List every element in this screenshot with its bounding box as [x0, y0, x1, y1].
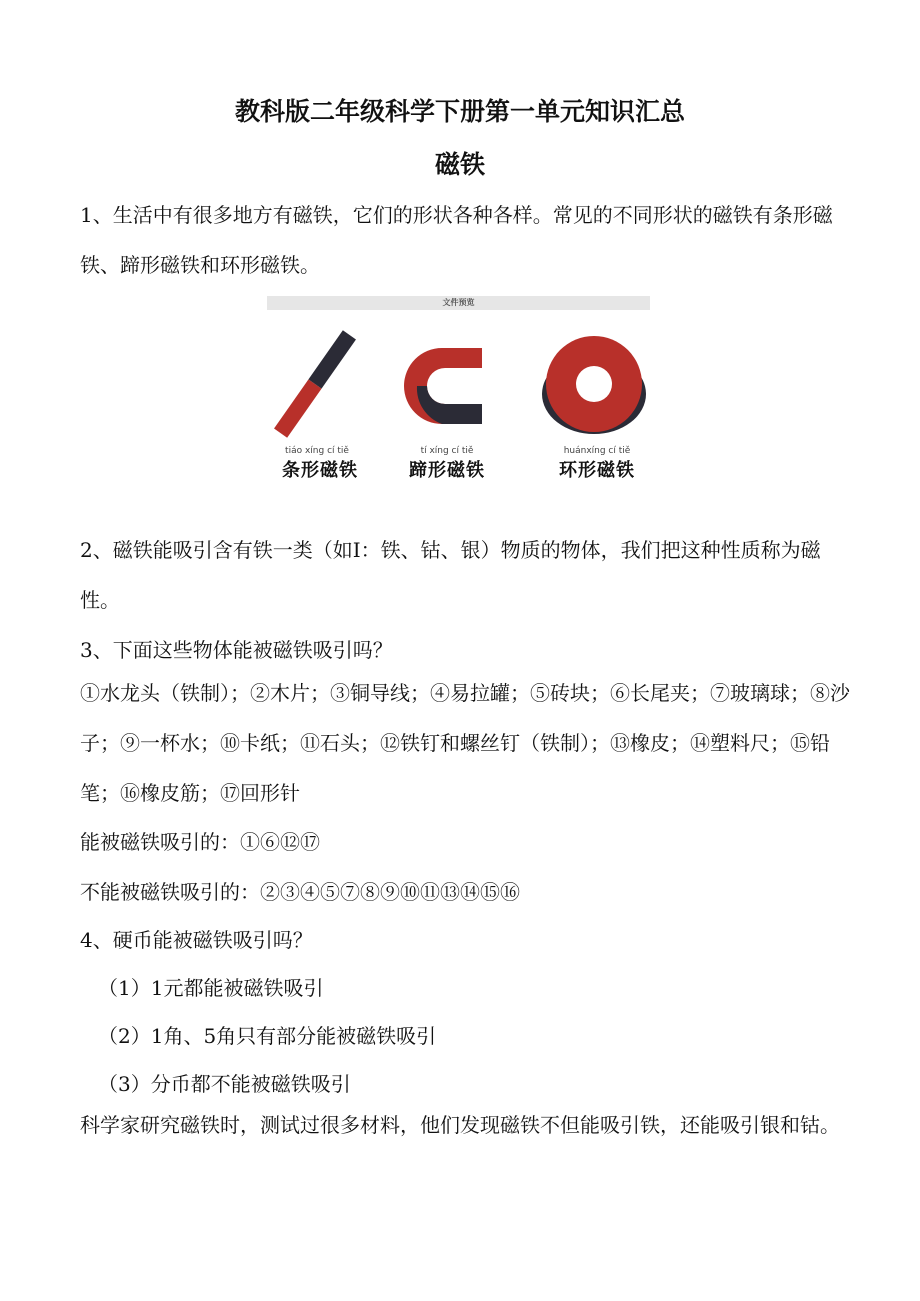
conclusion-paragraph: 科学家研究磁铁时，测试过很多材料，他们发现磁铁不但能吸引铁，还能吸引银和钴。 [80, 1113, 840, 1137]
caption-pinyin-bar: tiáo xíng cí tiě [285, 446, 349, 456]
caption-horseshoe-magnet: 蹄形磁铁 [409, 460, 485, 481]
answer-2: （2）1角、5角只有部分能被磁铁吸引 [98, 1024, 437, 1048]
attract-list: 能被磁铁吸引的：①⑥⑫⑰ [80, 830, 320, 854]
caption-pinyin-horseshoe: tí xíng cí tiě [420, 446, 474, 456]
paragraph-1: 1、生活中有很多地方有磁铁，它们的形状各种各样。常见的不同形状的磁铁有条形磁铁、蹄形磁铁和环形磁铁。 [80, 203, 833, 277]
items-list: ①水龙头（铁制）；②木片；③铜导线；④易拉罐；⑤砖块；⑥长尾夹；⑦玻璃球；⑧沙子；⑨一杯水；⑩卡纸；⑪石头；⑫铁钉和螺丝钉（铁制）；⑬橡皮；⑭塑料尺；⑮铅笔；⑯橡皮筋；⑰回形针 [80, 681, 850, 805]
answer-1: （1）1元都能被磁铁吸引 [98, 976, 324, 1000]
horseshoe-magnet [404, 348, 482, 424]
question-3: 3、下面这些物体能被磁铁吸引吗？ [80, 638, 393, 662]
paragraph-2: 2、磁铁能吸引含有铁一类（如I：铁、钴、银）物质的物体，我们把这种性质称为磁性。 [80, 538, 821, 612]
caption-bar-magnet: 条形磁铁 [282, 460, 358, 481]
not-attract-list: 不能被磁铁吸引的：②③④⑤⑦⑧⑨⑩⑪⑬⑭⑮⑯ [80, 880, 520, 904]
page-title: 教科版二年级科学下册第一单元知识汇总 [234, 97, 685, 126]
question-4: 4、硬币能被磁铁吸引吗？ [80, 928, 313, 952]
answer-3: （3）分币都不能被磁铁吸引 [98, 1072, 351, 1096]
bar-magnet [274, 330, 356, 437]
figure-header: 文件预览 [267, 296, 650, 310]
caption-pinyin-ring: huánxíng cí tiě [563, 446, 631, 456]
ring-magnet [542, 336, 646, 434]
section-title: 磁铁 [434, 150, 485, 179]
magnet-figure [267, 296, 650, 480]
caption-ring-magnet: 环形磁铁 [559, 460, 635, 481]
